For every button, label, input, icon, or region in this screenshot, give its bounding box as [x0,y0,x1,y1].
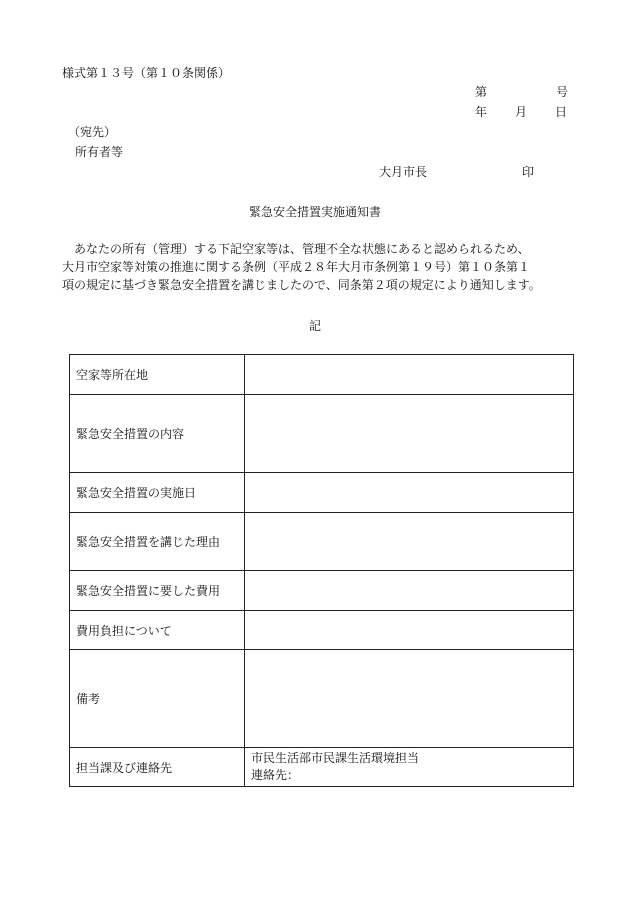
number-suffix: 号 [556,85,569,99]
row-value[interactable] [245,473,574,513]
row-value[interactable] [245,355,574,395]
records-table [69,354,574,787]
table-row [70,395,574,473]
table-row [70,748,574,787]
row-value[interactable] [245,650,574,748]
contact-department: 市民生活部市民課生活環境担当 [251,751,420,765]
number-prefix: 第 [475,85,488,99]
contact-value [245,748,574,787]
body-line: あなたの所有（管理）する下記空家等は、管理不全な状態にあると認められるため、 [74,242,530,256]
table-row [70,650,574,748]
sender-title: 大月市長 [379,165,428,179]
row-label: 緊急安全措置の内容 [70,395,245,473]
date-day-label: 日 [555,105,568,119]
table-row [70,571,574,611]
contact-info: 連絡先： [251,768,300,782]
row-value[interactable] [245,513,574,571]
row-label: 緊急安全措置を講じた理由 [70,513,245,571]
seal-mark: 印 [522,165,535,179]
table-row [70,355,574,395]
row-label: 費用負担について [70,611,245,650]
table-row [70,513,574,571]
row-value[interactable] [245,571,574,611]
row-label: 緊急安全措置に要した費用 [70,571,245,611]
addressee-name: 所有者等 [75,145,124,159]
table-row [70,473,574,513]
row-label: 空家等所在地 [70,355,245,395]
date-year-label: 年 [475,105,488,119]
row-label: 担当課及び連絡先 [70,748,245,787]
body-line: 大月市空家等対策の推進に関する条例（平成２８年大月市条例第１９号）第１０条第１ [62,260,531,274]
notice-body [62,240,577,294]
row-value[interactable] [245,395,574,473]
addressee-label: （宛先） [68,125,117,139]
ki-heading: 記 [308,319,321,333]
row-label: 備考 [70,650,245,748]
table-row [70,611,574,650]
date-month-label: 月 [515,105,528,119]
row-label: 緊急安全措置の実施日 [70,473,245,513]
form-number: 様式第１３号（第１０条関係） [62,66,231,80]
document-title: 緊急安全措置実施通知書 [248,205,381,219]
row-value[interactable] [245,611,574,650]
body-line: 項の規定に基づき緊急安全措置を講じましたので、同条第２項の規定により通知します。 [62,278,541,292]
